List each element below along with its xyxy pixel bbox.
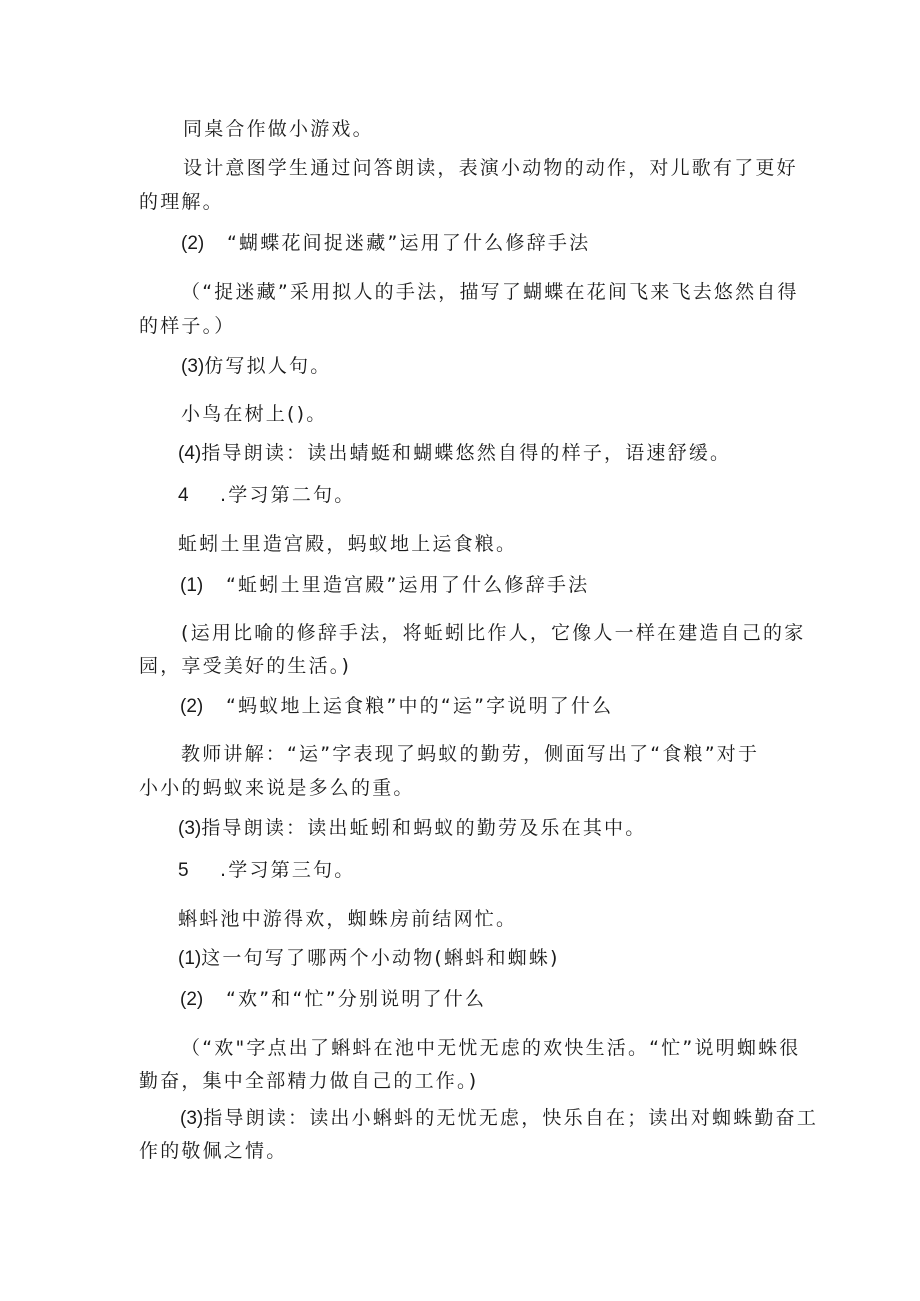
paragraph-line: 小鸟在树上()。 (181, 403, 328, 425)
paragraph-line: 作的敬佩之情。 (139, 1140, 288, 1162)
question-line: (2) “蝴蝶花间捉迷藏”运用了什么修辞手法 (181, 230, 590, 257)
paragraph-line: （“捉迷藏”采用拟人的手法，描写了蝴蝶在花间飞来飞去悠然自得 (181, 281, 799, 303)
list-marker: (2) (180, 696, 204, 717)
list-marker: (2) (180, 989, 204, 1010)
paragraph-line: (运用比喻的修辞手法，将蚯蚓比作人，它像人一样在建造自己的家 (181, 622, 806, 644)
paragraph-line: 同桌合作做小游戏。 (183, 118, 374, 140)
question-line: (3)仿写拟人句。 (181, 353, 331, 380)
paragraph-line: 勤奋，集中全部精力做自己的工作。) (139, 1070, 479, 1092)
list-marker: (1) (180, 575, 204, 596)
paragraph-line: 蚯蚓土里造宫殿，蚂蚁地上运食粮。 (178, 533, 518, 555)
question-line: (2) “蚂蚁地上运食粮”中的“运”字说明了什么 (180, 693, 613, 720)
step-number: 5 (178, 860, 189, 881)
list-marker: (1) (178, 948, 202, 969)
list-marker: (4) (178, 443, 202, 464)
list-marker: (2) (181, 233, 205, 254)
question-line: (1) “蚯蚓土里造宫殿”运用了什么修辞手法 (180, 572, 589, 599)
list-marker: (3) (178, 818, 202, 839)
list-marker: (3) (180, 1108, 204, 1129)
paragraph-line: 园，享受美好的生活。) (139, 655, 352, 677)
step-heading: 5 .学习第三句。 (178, 857, 355, 884)
paragraph-line: 的理解。 (139, 191, 224, 213)
question-line: (2) “欢”和“忙”分别说明了什么 (180, 986, 486, 1013)
question-line: (1)这一句写了哪两个小动物(蝌蚪和蜘蛛) (178, 945, 560, 972)
step-number: 4 (178, 485, 189, 506)
step-heading: 4 .学习第二句。 (178, 482, 355, 509)
paragraph-line: （“欢"字点出了蝌蚪在池中无忧无虑的欢快生活。“忙”说明蜘蛛很 (181, 1037, 801, 1059)
question-line: (4)指导朗读：读出蜻蜓和蝴蝶悠然自得的样子，语速舒缓。 (178, 440, 731, 467)
list-marker: (3) (181, 356, 205, 377)
paragraph-line: 教师讲解：“运”字表现了蚂蚁的勤劳，侧面写出了“食粮”对于 (181, 743, 760, 765)
paragraph-line: 小小的蚂蚁来说是多么的重。 (139, 777, 415, 799)
question-line: (3)指导朗读：读出小蝌蚪的无忧无虑，快乐自在；读出对蜘蛛勤奋工 (180, 1105, 818, 1132)
question-line: (3)指导朗读：读出蚯蚓和蚂蚁的勤劳及乐在其中。 (178, 815, 646, 842)
paragraph-line: 的样子。） (139, 315, 236, 337)
paragraph-line: 蝌蚪池中游得欢，蜘蛛房前结网忙。 (178, 908, 518, 930)
paragraph-line: 设计意图学生通过问答朗读，表演小动物的动作，对儿歌有了更好 (183, 157, 798, 179)
